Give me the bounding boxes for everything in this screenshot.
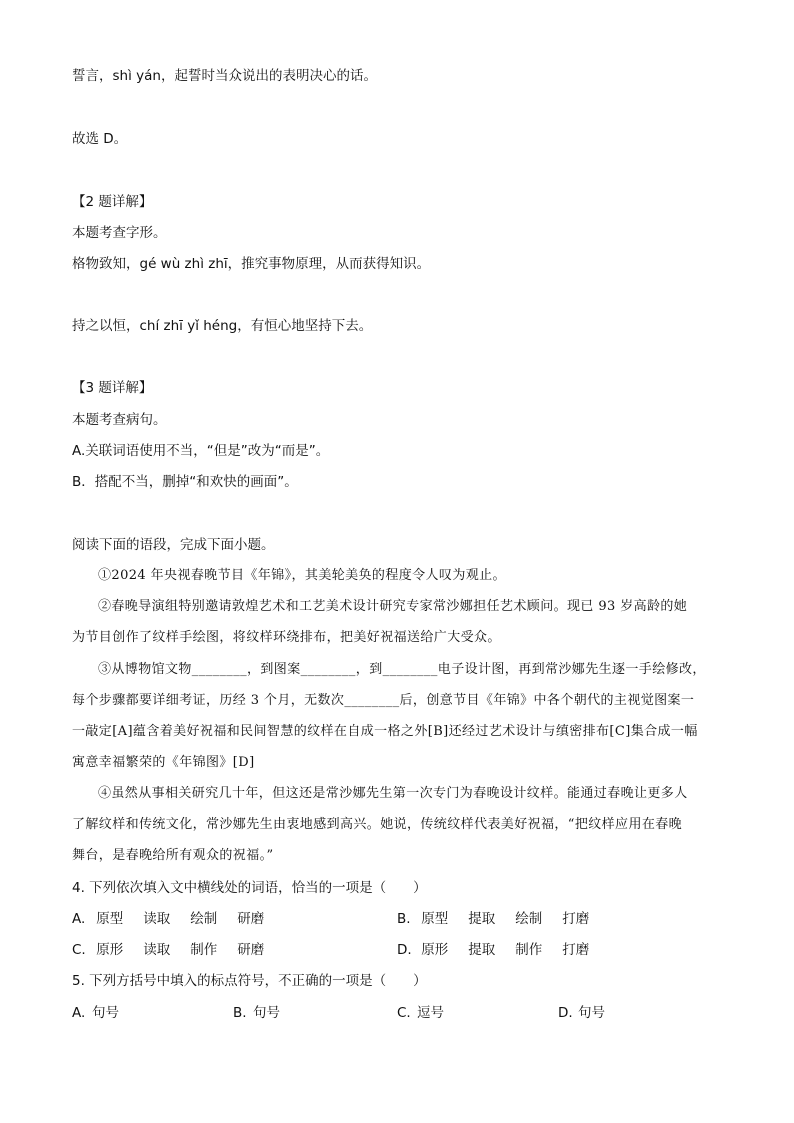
option-word: 原形 (421, 942, 449, 958)
q2-intro: 本题考查字形。 (72, 225, 167, 241)
answer-choose-d: 故选 D。 (72, 131, 128, 147)
q5-option-d[interactable] (558, 1003, 605, 1023)
option-text: 句号 (92, 1005, 119, 1021)
passage-paragraph-4-line-3: 舞台，是春晚给所有观众的祝福。” (72, 848, 274, 863)
option-word: 原型 (421, 911, 449, 927)
q4-option-a[interactable] (72, 909, 284, 929)
q3-option-b-explanation: B．搭配不当，删掉“和欢快的画面”。 (72, 474, 298, 490)
option-letter: D. (397, 942, 412, 958)
q4-options-row-2 (72, 940, 722, 960)
q5-options-row (72, 1003, 722, 1023)
reading-instruction: 阅读下面的语段，完成下面小题。 (72, 537, 275, 553)
passage-paragraph-2-line-1: ②春晚导演组特别邀请敦煌艺术和工艺美术设计研究专家常沙娜担任艺术顾问。现已 93 岁高龄的她 (98, 599, 688, 614)
q3-intro: 本题考查病句。 (72, 412, 167, 428)
option-word: 研磨 (237, 911, 265, 927)
option-word: 原型 (96, 911, 124, 927)
passage-paragraph-3-line-1: ③从博物馆文物________，到图案________，到________电子设计图，再到常沙娜先生逐一手绘修改， (98, 662, 706, 677)
q4-option-c[interactable] (72, 940, 284, 960)
option-text: 句号 (253, 1005, 280, 1021)
option-text: 逗号 (417, 1005, 444, 1021)
option-word: 研磨 (237, 942, 265, 958)
q4-options-row-1 (72, 909, 722, 929)
option-word: 打磨 (562, 942, 590, 958)
option-word: 读取 (143, 911, 171, 927)
passage-paragraph-3-line-3: 一敲定[A]蕴含着美好祝福和民间智慧的纹样在自成一格之外[B]还经过艺术设计与缜密排布[C]集合成一幅 (72, 724, 698, 739)
option-word: 制作 (190, 942, 218, 958)
option-word: 原形 (96, 942, 124, 958)
explanation-chizhiyiheng: 持之以恒，chí zhī yǐ héng，有恒心地坚持下去。 (72, 318, 373, 334)
option-word: 绘制 (515, 911, 543, 927)
option-word: 读取 (143, 942, 171, 958)
option-word: 制作 (515, 942, 543, 958)
passage-paragraph-4-line-2: 了解纹样和传统文化，常沙娜先生由衷地感到高兴。她说，传统纹样代表美好祝福，“把纹样应用在春晚 (72, 817, 683, 832)
passage-paragraph-2-line-2: 为节目创作了纹样手绘图，将纹样环绕排布，把美好祝福送给广大受众。 (72, 630, 501, 645)
option-letter: B. (397, 911, 411, 927)
option-word: 绘制 (190, 911, 218, 927)
explanation-gewuzhizhi: 格物致知，gé wù zhì zhī，推究事物原理，从而获得知识。 (72, 256, 431, 272)
q2-detail-header: 【2 题详解】 (72, 194, 153, 210)
option-word: 提取 (468, 911, 496, 927)
passage-paragraph-3-line-2: 每个步骤都要详细考证，历经 3 个月，无数次________后，创意节目《年锦》中各个朝代的主视觉图案一 (72, 693, 695, 708)
explanation-shiyan: 誓言，shì yán，起誓时当众说出的表明决心的话。 (72, 68, 377, 84)
q3-option-a-explanation: A.关联词语使用不当，“但是”改为“而是”。 (72, 443, 330, 459)
q5-option-a[interactable] (72, 1003, 119, 1023)
q5-option-b[interactable] (233, 1003, 280, 1023)
q4-option-b[interactable] (397, 909, 609, 929)
option-letter: A. (72, 1005, 86, 1021)
passage-paragraph-1: ①2024 年央视春晚节目《年锦》，其美轮美奂的程度令人叹为观止。 (98, 568, 506, 583)
option-word: 提取 (468, 942, 496, 958)
passage-paragraph-3-line-4: 寓意幸福繁荣的《年锦图》[D] (72, 755, 255, 770)
option-letter: C. (72, 942, 86, 958)
option-word: 打磨 (562, 911, 590, 927)
option-letter: D. (558, 1005, 573, 1021)
option-letter: A. (72, 911, 86, 927)
passage-paragraph-4-line-1: ④虽然从事相关研究几十年，但这还是常沙娜先生第一次专门为春晚设计纹样。能通过春晚让更多人 (98, 786, 688, 801)
option-letter: B. (233, 1005, 247, 1021)
q5-stem: 5. 下列方括号中填入的标点符号，不正确的一项是（ ） (72, 973, 427, 989)
q3-detail-header: 【3 题详解】 (72, 380, 153, 396)
option-text: 句号 (578, 1005, 605, 1021)
q5-option-c[interactable] (397, 1003, 444, 1023)
q4-option-d[interactable] (397, 940, 609, 960)
q4-stem: 4. 下列依次填入文中横线处的词语，恰当的一项是（ ） (72, 880, 427, 896)
option-letter: C. (397, 1005, 411, 1021)
